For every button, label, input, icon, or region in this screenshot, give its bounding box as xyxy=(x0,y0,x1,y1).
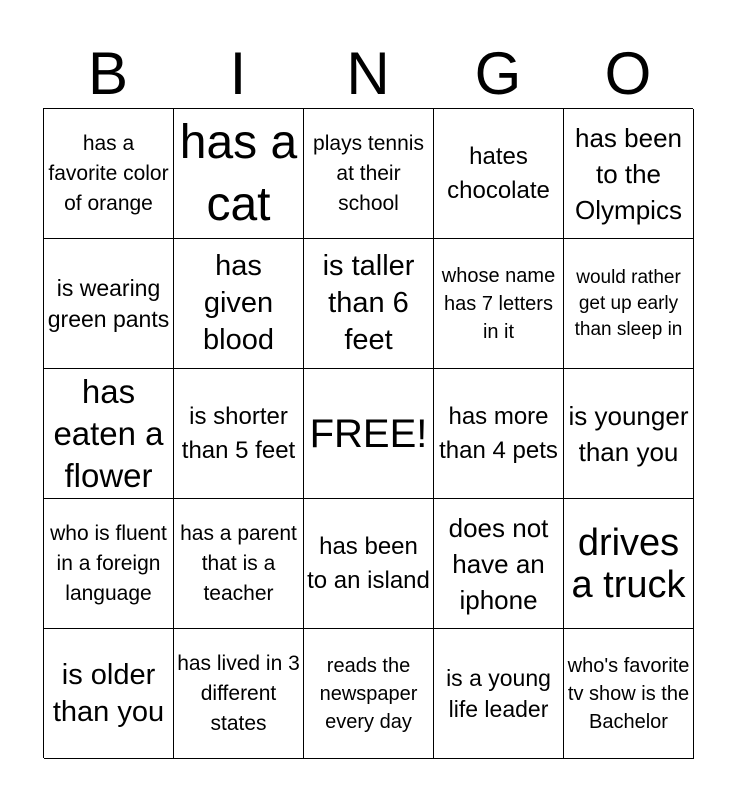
bingo-cell[interactable] xyxy=(434,109,564,239)
cell-text: is younger than you xyxy=(568,400,689,467)
bingo-cell[interactable] xyxy=(174,499,304,629)
cell-text: has a cat xyxy=(179,115,298,231)
header-letter-o: O xyxy=(604,40,652,107)
cell-text: whose name has 7 letters in it xyxy=(441,264,556,343)
bingo-cell[interactable] xyxy=(44,629,174,759)
bingo-grid xyxy=(43,108,693,758)
cell-text: has a parent that is a teacher xyxy=(180,521,297,605)
cell-text: would rather get up early than sleep in xyxy=(574,266,683,340)
bingo-cell[interactable] xyxy=(564,629,694,759)
bingo-cell[interactable] xyxy=(44,369,174,499)
cell-text: has been to an island xyxy=(307,532,430,594)
cell-text: has eaten a flower xyxy=(53,372,164,494)
free-space-cell[interactable] xyxy=(304,369,434,499)
cell-text: has been to the Olympics xyxy=(575,122,682,225)
bingo-cell[interactable] xyxy=(564,239,694,369)
cell-text: is older than you xyxy=(52,658,165,728)
cell-text: has a favorite color of orange xyxy=(48,131,169,215)
bingo-cell[interactable] xyxy=(174,109,304,239)
cell-text: has more than 4 pets xyxy=(439,402,558,464)
bingo-cell[interactable] xyxy=(304,239,434,369)
bingo-cell[interactable] xyxy=(564,369,694,499)
bingo-cell[interactable] xyxy=(44,109,174,239)
cell-text: hates chocolate xyxy=(447,142,550,204)
bingo-cell[interactable] xyxy=(434,629,564,759)
bingo-header xyxy=(43,40,693,108)
cell-text: has lived in 3 different states xyxy=(177,651,300,735)
header-letter-i: I xyxy=(229,40,247,107)
bingo-cell[interactable] xyxy=(434,499,564,629)
header-letter-b: B xyxy=(87,40,129,107)
bingo-cell[interactable] xyxy=(564,109,694,239)
cell-text: does not have an iphone xyxy=(448,512,549,615)
cell-text: is taller than 6 feet xyxy=(322,250,415,356)
cell-text: drives a truck xyxy=(571,521,686,606)
bingo-cell[interactable] xyxy=(174,239,304,369)
bingo-cell[interactable] xyxy=(174,369,304,499)
cell-text: who is fluent in a foreign language xyxy=(50,521,167,605)
bingo-cell[interactable] xyxy=(304,629,434,759)
bingo-cell[interactable] xyxy=(434,239,564,369)
bingo-cell[interactable] xyxy=(44,239,174,369)
bingo-cell[interactable] xyxy=(304,109,434,239)
bingo-cell[interactable] xyxy=(44,499,174,629)
bingo-cell[interactable] xyxy=(304,499,434,629)
cell-text: is wearing green pants xyxy=(47,274,170,332)
cell-text: is shorter than 5 feet xyxy=(181,402,296,464)
bingo-cell[interactable] xyxy=(564,499,694,629)
header-letter-n: N xyxy=(346,40,390,107)
header-letter-g: G xyxy=(474,40,522,107)
bingo-cell[interactable] xyxy=(174,629,304,759)
free-space-label: FREE! xyxy=(309,411,428,456)
bingo-cell[interactable] xyxy=(434,369,564,499)
cell-text: plays tennis at their school xyxy=(313,131,424,215)
cell-text: is a young life leader xyxy=(446,664,551,722)
cell-text: who's favorite tv show is the Bachelor xyxy=(567,654,690,733)
cell-text: has given blood xyxy=(203,250,274,356)
cell-text: reads the newspaper every day xyxy=(319,654,418,733)
